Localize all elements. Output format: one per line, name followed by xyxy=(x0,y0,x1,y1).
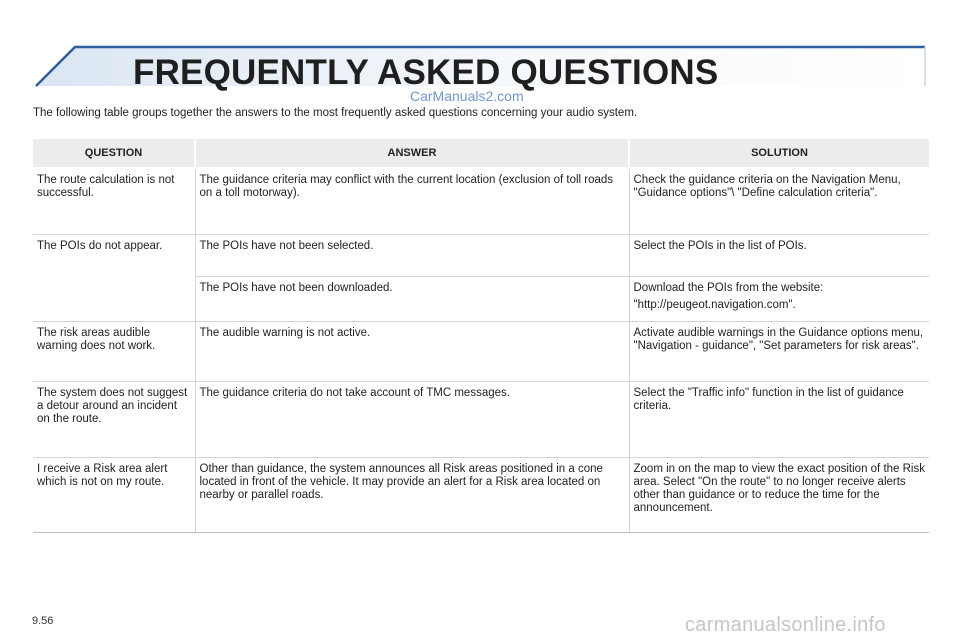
page-number: 9.56 xyxy=(32,615,54,627)
question-cell: I receive a Risk area alert which is not on my route. xyxy=(33,457,195,532)
table-header-row xyxy=(33,139,929,168)
answer-cell: The guidance criteria do not take account of TMC messages. xyxy=(195,381,629,457)
answer-cell: The POIs have not been downloaded. xyxy=(195,276,629,321)
question-cell: The route calculation is not successful. xyxy=(33,168,195,234)
answer-cell: The guidance criteria may conflict with the current location (exclusion of toll roads on a toll motorway). xyxy=(195,168,629,234)
table-row xyxy=(33,234,929,276)
question-cell: The POIs do not appear. xyxy=(33,234,195,321)
intro-text: The following table groups together the answers to the most frequently asked questions concerning your audio system. xyxy=(33,107,638,119)
table-row xyxy=(33,381,929,457)
question-cell: The risk areas audible warning does not work. xyxy=(33,321,195,381)
solution-line: Download the POIs from the website: xyxy=(633,281,824,294)
faq-table xyxy=(33,139,929,533)
column-header-answer: ANSWER xyxy=(195,139,629,168)
column-header-question: QUESTION xyxy=(33,139,195,168)
watermark-top: CarManuals2.com xyxy=(410,88,524,104)
solution-cell: Check the guidance criteria on the Navigation Menu, "Guidance options"\ "Define calculation criteria". xyxy=(629,168,929,234)
question-cell: The system does not suggest a detour around an incident on the route. xyxy=(33,381,195,457)
solution-cell: Select the "Traffic info" function in the list of guidance criteria. xyxy=(629,381,929,457)
solution-cell: Zoom in on the map to view the exact position of the Risk area. Select "On the route" to no longer receive alerts other than guidance or to reduce the time for the announcement. xyxy=(629,457,929,532)
solution-cell xyxy=(629,276,929,321)
table-row xyxy=(33,168,929,234)
solution-cell: Activate audible warnings in the Guidance options menu, "Navigation - guidance", "Set parameters for risk areas". xyxy=(629,321,929,381)
column-header-solution: SOLUTION xyxy=(629,139,929,168)
table-row xyxy=(33,321,929,381)
page-title: FREQUENTLY ASKED QUESTIONS xyxy=(133,53,719,92)
solution-cell: Select the POIs in the list of POIs. xyxy=(629,234,929,276)
answer-cell: Other than guidance, the system announces all Risk areas positioned in a cone located in front of the vehicle. It may provide an alert for a Risk area located on nearby or parallel roads. xyxy=(195,457,629,532)
answer-cell: The audible warning is not active. xyxy=(195,321,629,381)
table-row xyxy=(33,457,929,532)
solution-url: "http://peugeot.navigation.com". xyxy=(633,298,796,311)
answer-cell: The POIs have not been selected. xyxy=(195,234,629,276)
watermark-bottom: carmanualsonline.info xyxy=(685,614,886,636)
